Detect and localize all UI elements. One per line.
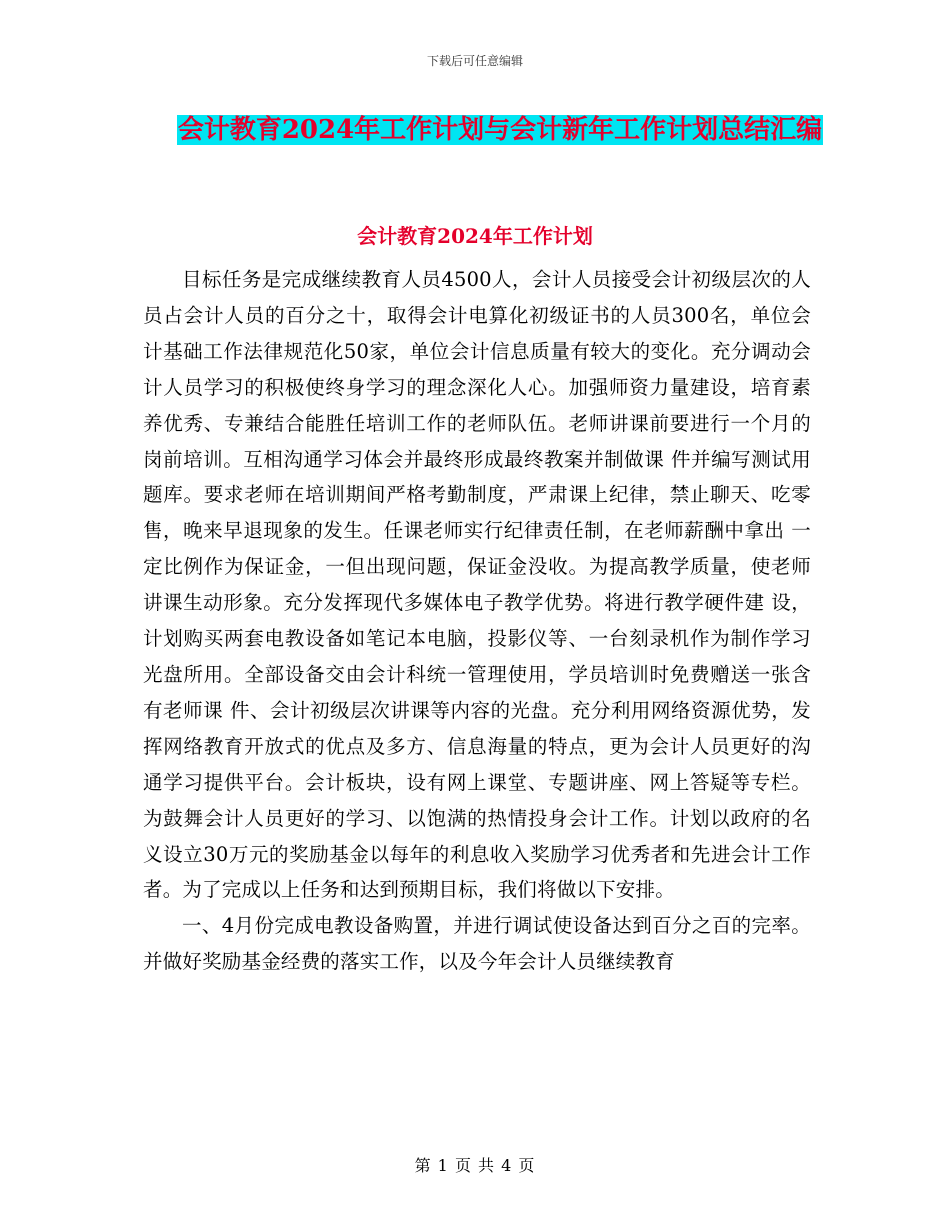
page-header-note: 下载后可任意编辑 (426, 54, 523, 68)
body-paragraph-2: 一、4月份完成电教设备购置，并进行调试使设备达到百分之百的完率。并做好奖励基金经费的落实工作，以及今年会计人员继续教育 (143, 914, 811, 974)
body-paragraph-1: 目标任务是完成继续教育人员4500人，会计人员接受会计初级层次的人员占会计人员的百分之十，取得会计电算化初级证书的人员300名，单位会计基础工作法律规范化50家，单位会计信息质量有较大的变化。充分调动会计人员学习的积极使终身学习的理念深化人心。加强师资力量建设，培育素养优秀、专兼结合能胜任培训工作的老师队伍。老师讲课前要进行一个月的岗前培训。互相沟通学习体会并最终形成最终教案并制做课 件并编写测试用题库。要求老师在培训期间严格考勤制度，严肃课上纪律，禁止聊天、吃零售，晚来早退现象的发生。任课老师实行纪律责任制，在老师薪酬中拿出 一定比例作为保证金，一但出现问题，保证金没收。为提高教学质量，使老师讲课生动形象。充分发挥现代多媒体电子教学优势。将进行教学硬件建 设，计划购买两套电教设备如笔记本电脑，投影仪等、一台刻录机作为制作学习光盘所用。全部设备交由会计科统一管理使用，学员培训时免费赠送一张含有老师课 件、会计初级层次讲课等内容的光盘。充分利用网络资源优势，发挥网络教育开放式的优点及多方、信息海量的特点，更为会计人员更好的沟通学习提供平台。会计板块，设有网上课堂、专题讲座、网上答疑等专栏。为鼓舞会计人员更好的学习、以饱满的热情投身会计工作。计划以政府的名义设立30万元的奖励基金以每年的利息收入奖励学习优秀者和先进会计工作者。为了完成以上任务和达到预期目标，我们将做以下安排。 (143, 268, 811, 902)
document-body (143, 262, 811, 980)
document-title-text: 会计教育2024年工作计划与会计新年工作计划总结汇编 (177, 115, 823, 145)
document-title (170, 104, 830, 156)
page-footer-number: 第 1 页 共 4 页 (414, 1156, 536, 1175)
section-title: 会计教育2024年工作计划 (357, 224, 593, 248)
